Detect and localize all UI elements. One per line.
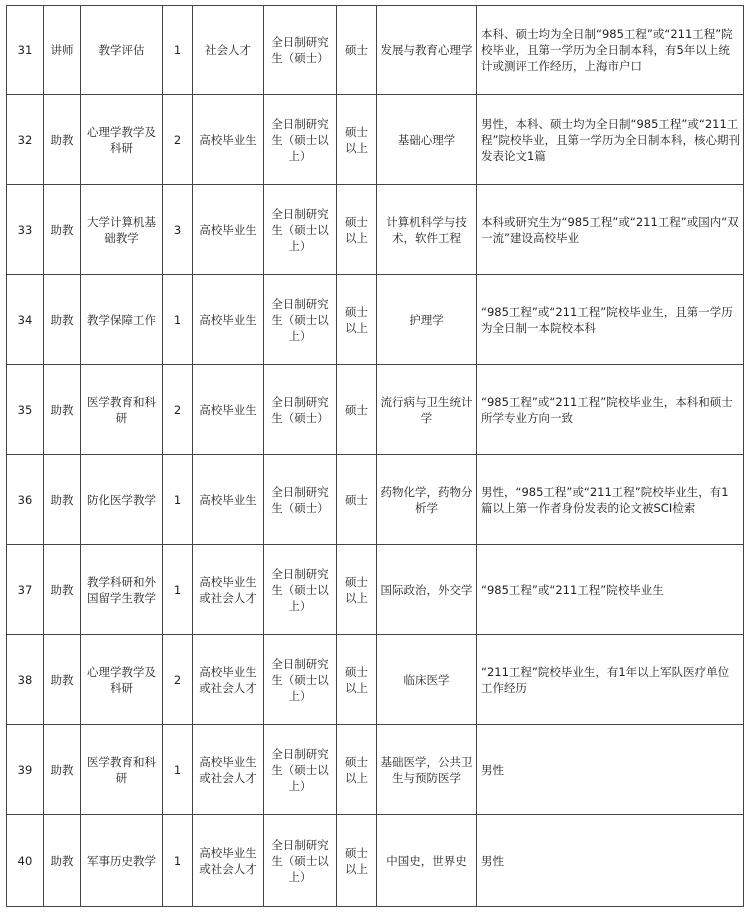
candidate-source-cell: 社会人才 xyxy=(193,6,264,95)
candidate-source-cell: 高校毕业生或社会人才 xyxy=(193,545,264,635)
row-number: 33 xyxy=(7,185,44,275)
degree-cell: 硕士 xyxy=(337,365,377,455)
recruitment-table xyxy=(6,5,744,907)
degree-cell: 硕士以上 xyxy=(337,725,377,815)
position-cell: 军事历史教学 xyxy=(81,815,163,907)
education-cell: 全日制研究生（硕士） xyxy=(264,365,337,455)
major-cell: 中国史，世界史 xyxy=(377,815,477,907)
table-row xyxy=(7,95,744,185)
headcount-cell: 1 xyxy=(163,725,193,815)
table-row xyxy=(7,815,744,907)
position-cell: 心理学教学及科研 xyxy=(81,95,163,185)
row-number: 37 xyxy=(7,545,44,635)
job-title-cell: 助教 xyxy=(44,455,81,545)
education-cell: 全日制研究生（硕士以上） xyxy=(264,635,337,725)
candidate-source-cell: 高校毕业生或社会人才 xyxy=(193,725,264,815)
table-row xyxy=(7,185,744,275)
education-cell: 全日制研究生（硕士以上） xyxy=(264,275,337,365)
major-cell: 计算机科学与技术，软件工程 xyxy=(377,185,477,275)
job-title-cell: 助教 xyxy=(44,185,81,275)
position-cell: 防化医学教学 xyxy=(81,455,163,545)
job-title-cell: 助教 xyxy=(44,545,81,635)
requirements-cell: 本科、硕士均为全日制“985工程”或“211工程”院校毕业，且第一学历为全日制本科，有5年以上统计或测评工作经历，上海市户口 xyxy=(477,6,744,95)
degree-cell: 硕士以上 xyxy=(337,95,377,185)
row-number: 35 xyxy=(7,365,44,455)
row-number: 34 xyxy=(7,275,44,365)
job-title-cell: 助教 xyxy=(44,365,81,455)
major-cell: 国际政治，外交学 xyxy=(377,545,477,635)
requirements-cell: 男性，“985工程”或“211工程”院校毕业生，有1篇以上第一作者身份发表的论文被SCI检索 xyxy=(477,455,744,545)
job-title-cell: 讲师 xyxy=(44,6,81,95)
education-cell: 全日制研究生（硕士以上） xyxy=(264,725,337,815)
headcount-cell: 1 xyxy=(163,455,193,545)
degree-cell: 硕士 xyxy=(337,455,377,545)
job-title-cell: 助教 xyxy=(44,275,81,365)
candidate-source-cell: 高校毕业生 xyxy=(193,275,264,365)
major-cell: 药物化学，药物分析学 xyxy=(377,455,477,545)
education-cell: 全日制研究生（硕士以上） xyxy=(264,815,337,907)
major-cell: 流行病与卫生统计学 xyxy=(377,365,477,455)
candidate-source-cell: 高校毕业生 xyxy=(193,185,264,275)
candidate-source-cell: 高校毕业生 xyxy=(193,455,264,545)
position-cell: 教学科研和外国留学生教学 xyxy=(81,545,163,635)
major-cell: 基础心理学 xyxy=(377,95,477,185)
major-cell: 发展与教育心理学 xyxy=(377,6,477,95)
position-cell: 大学计算机基础教学 xyxy=(81,185,163,275)
education-cell: 全日制研究生（硕士以上） xyxy=(264,545,337,635)
table-row xyxy=(7,545,744,635)
education-cell: 全日制研究生（硕士以上） xyxy=(264,95,337,185)
degree-cell: 硕士以上 xyxy=(337,185,377,275)
position-cell: 医学教育和科研 xyxy=(81,725,163,815)
job-title-cell: 助教 xyxy=(44,815,81,907)
requirements-cell: 男性 xyxy=(477,815,744,907)
headcount-cell: 1 xyxy=(163,6,193,95)
headcount-cell: 2 xyxy=(163,635,193,725)
requirements-cell: “985工程”或“211工程”院校毕业生，本科和硕士所学专业方向一致 xyxy=(477,365,744,455)
requirements-cell: 男性 xyxy=(477,725,744,815)
degree-cell: 硕士以上 xyxy=(337,815,377,907)
requirements-cell: “985工程”或“211工程”院校毕业生 xyxy=(477,545,744,635)
requirements-cell: 本科或研究生为“985工程”或“211工程”或国内“双一流”建设高校毕业 xyxy=(477,185,744,275)
headcount-cell: 3 xyxy=(163,185,193,275)
row-number: 38 xyxy=(7,635,44,725)
headcount-cell: 1 xyxy=(163,815,193,907)
headcount-cell: 1 xyxy=(163,545,193,635)
row-number: 39 xyxy=(7,725,44,815)
headcount-cell: 1 xyxy=(163,275,193,365)
table-row xyxy=(7,635,744,725)
candidate-source-cell: 高校毕业生 xyxy=(193,365,264,455)
requirements-cell: 男性，本科、硕士均为全日制“985工程”或“211工程”院校毕业，且第一学历为全日制本科，核心期刊发表论文1篇 xyxy=(477,95,744,185)
job-title-cell: 助教 xyxy=(44,95,81,185)
education-cell: 全日制研究生（硕士） xyxy=(264,6,337,95)
row-number: 32 xyxy=(7,95,44,185)
position-cell: 教学评估 xyxy=(81,6,163,95)
headcount-cell: 2 xyxy=(163,365,193,455)
job-title-cell: 助教 xyxy=(44,725,81,815)
major-cell: 基础医学，公共卫生与预防医学 xyxy=(377,725,477,815)
candidate-source-cell: 高校毕业生 xyxy=(193,95,264,185)
headcount-cell: 2 xyxy=(163,95,193,185)
requirements-cell: “985工程”或“211工程”院校毕业生，且第一学历为全日制一本院校本科 xyxy=(477,275,744,365)
table-row xyxy=(7,455,744,545)
table-row xyxy=(7,365,744,455)
degree-cell: 硕士以上 xyxy=(337,545,377,635)
education-cell: 全日制研究生（硕士） xyxy=(264,455,337,545)
candidate-source-cell: 高校毕业生或社会人才 xyxy=(193,815,264,907)
degree-cell: 硕士 xyxy=(337,6,377,95)
requirements-cell: “211工程”院校毕业生，有1年以上军队医疗单位工作经历 xyxy=(477,635,744,725)
major-cell: 临床医学 xyxy=(377,635,477,725)
position-cell: 医学教育和科研 xyxy=(81,365,163,455)
job-title-cell: 助教 xyxy=(44,635,81,725)
row-number: 40 xyxy=(7,815,44,907)
degree-cell: 硕士以上 xyxy=(337,275,377,365)
table-body xyxy=(7,6,744,907)
row-number: 36 xyxy=(7,455,44,545)
table-row xyxy=(7,275,744,365)
degree-cell: 硕士以上 xyxy=(337,635,377,725)
major-cell: 护理学 xyxy=(377,275,477,365)
position-cell: 心理学教学及科研 xyxy=(81,635,163,725)
row-number: 31 xyxy=(7,6,44,95)
education-cell: 全日制研究生（硕士以上） xyxy=(264,185,337,275)
position-cell: 教学保障工作 xyxy=(81,275,163,365)
table-row xyxy=(7,6,744,95)
candidate-source-cell: 高校毕业生或社会人才 xyxy=(193,635,264,725)
table-row xyxy=(7,725,744,815)
